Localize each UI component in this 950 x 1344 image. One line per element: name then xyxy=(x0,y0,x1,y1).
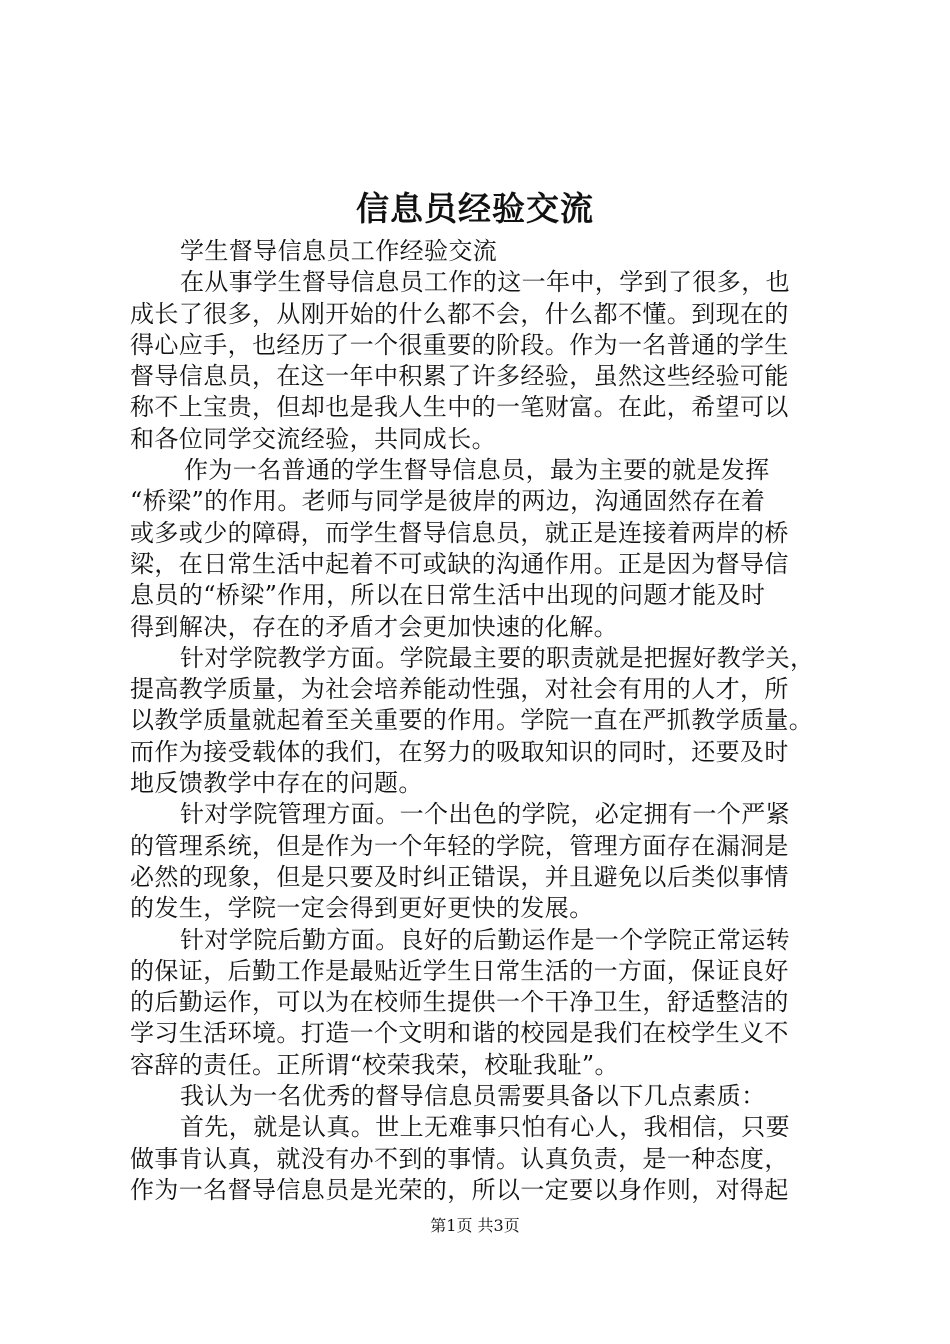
text-line: 的管理系统，但是作为一个年轻的学院，管理方面存在漏洞是 xyxy=(130,831,789,860)
text-line: 督导信息员，在这一年中积累了许多经验，虽然这些经验可能 xyxy=(130,362,789,391)
text-line: 的保证，后勤工作是最贴近学生日常生活的一方面，保证良好 xyxy=(130,956,789,985)
text-line: 而作为接受载体的我们，在努力的吸取知识的同时，还要及时 xyxy=(130,737,789,766)
text-line: 首先，就是认真。世上无难事只怕有心人，我相信，只要 xyxy=(180,1113,790,1142)
text-line: 以教学质量就起着至关重要的作用。学院一直在严抓教学质量。 xyxy=(130,706,814,735)
text-line: 必然的现象，但是只要及时纠正错误，并且避免以后类似事情 xyxy=(130,862,789,891)
page-number-footer: 第1页 共3页 xyxy=(430,1216,520,1235)
text-line: 针对学院后勤方面。良好的后勤运作是一个学院正常运转 xyxy=(180,925,790,954)
text-line: 学生督导信息员工作经验交流 xyxy=(180,237,498,265)
text-line: 提高教学质量，为社会培养能动性强，对社会有用的人才，所 xyxy=(130,675,789,704)
document-body xyxy=(130,236,835,1206)
text-line: 针对学院教学方面。学院最主要的职责就是把握好教学关， xyxy=(180,643,815,672)
text-line: 我认为一名优秀的督导信息员需要具备以下几点素质： xyxy=(180,1082,766,1111)
text-line: 息员的“桥梁”作用，所以在日常生活中出现的问题才能及时 xyxy=(130,581,766,610)
text-line: 作为一名督导信息员是光荣的，所以一定要以身作则，对得起 xyxy=(130,1175,789,1204)
text-line: 得心应手，也经历了一个很重要的阶段。作为一名普通的学生 xyxy=(130,330,789,359)
text-line: 在从事学生督导信息员工作的这一年中，学到了很多，也 xyxy=(180,268,790,297)
text-line: 学习生活环境。打造一个文明和谐的校园是我们在校学生义不 xyxy=(130,1019,789,1048)
text-line: 成长了很多，从刚开始的什么都不会，什么都不懂。到现在的 xyxy=(130,299,789,328)
text-line: 做事肯认真，就没有办不到的事情。认真负责，是一种态度， xyxy=(130,1144,789,1173)
text-line: 梁，在日常生活中起着不可或缺的沟通作用。正是因为督导信 xyxy=(130,549,789,578)
text-line: 作为一名普通的学生督导信息员，最为主要的就是发挥 xyxy=(184,456,770,485)
text-line: 得到解决，存在的矛盾才会更加快速的化解。 xyxy=(130,612,618,641)
text-line: 称不上宝贵，但却也是我人生中的一笔财富。在此，希望可以 xyxy=(130,393,789,422)
text-line: “桥梁”的作用。老师与同学是彼岸的两边，沟通固然存在着 xyxy=(130,487,766,516)
text-line: 的发生，学院一定会得到更好更快的发展。 xyxy=(130,894,594,923)
document-title: 信息员经验交流 xyxy=(356,189,594,228)
text-line: 的后勤运作，可以为在校师生提供一个干净卫生，舒适整洁的 xyxy=(130,988,789,1017)
text-line: 或多或少的障碍，而学生督导信息员，就正是连接着两岸的桥 xyxy=(130,518,789,547)
text-line: 容辞的责任。正所谓“校荣我荣，校耻我耻”。 xyxy=(130,1050,619,1079)
text-line: 针对学院管理方面。一个出色的学院，必定拥有一个严紧 xyxy=(180,800,790,829)
text-line: 地反馈教学中存在的问题。 xyxy=(130,769,423,798)
text-line: 和各位同学交流经验，共同成长。 xyxy=(130,424,496,453)
